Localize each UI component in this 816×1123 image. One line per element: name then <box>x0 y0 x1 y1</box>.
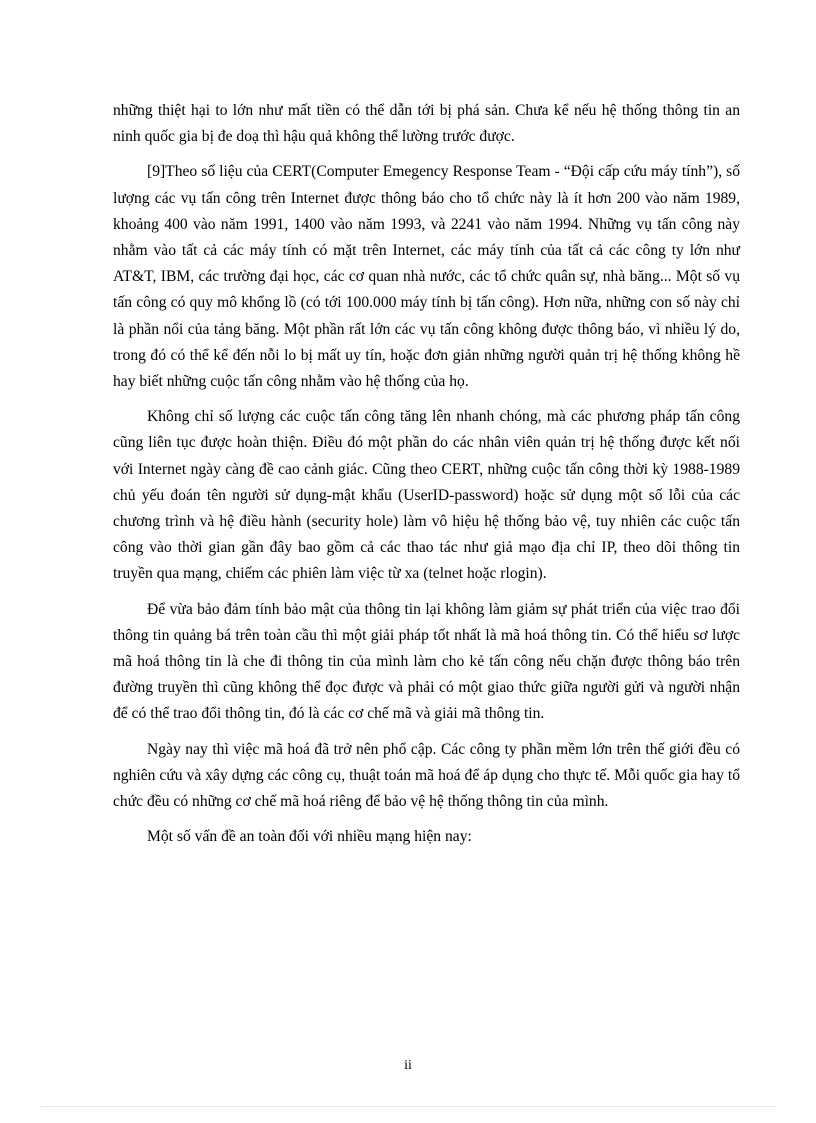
page-bottom-divider <box>40 1106 776 1107</box>
paragraph-security-issues-intro: Một số vấn đề an toàn đối với nhiều mạng hiện nay: <box>147 828 472 846</box>
paragraph-encryption-today: Ngày nay thì việc mã hoá đã trở nên phổ cập. Các công ty phần mềm lớn trên thế giới đều có nghiên cứu và xây dựng các công cụ, thuật toán mã hoá để áp dụng cho thực tế. Mỗi quốc gia hay tổ chức đều có những cơ chế mã hoá riêng để bảo vệ hệ thống thông tin của mình. <box>113 740 740 811</box>
document-body <box>113 98 740 859</box>
paragraph-encryption-solution: Để vừa bảo đảm tính bảo mật của thông tin lại không làm giảm sự phát triển của việc trao đổi thông tin quảng bá trên toàn cầu thì một giải pháp tốt nhất là mã hoá thông tin. Có thể hiểu sơ lược mã hoá thông tin là che đi thông tin của mình làm cho kẻ tấn công nếu chặn được thông báo trên đường truyền thì cũng không thể đọc được và phải có một giao thức giữa người gửi và người nhận để có thể trao đổi thông tin, đó là các cơ chế mã và giải mã thông tin. <box>113 600 740 723</box>
paragraph-attack-methods: Không chỉ số lượng các cuộc tấn công tăng lên nhanh chóng, mà các phương pháp tấn công cũng liên tục được hoàn thiện. Điều đó một phần do các nhân viên quản trị hệ thống được kết nối với Internet ngày càng đề cao cảnh giác. Cũng theo CERT, những cuộc tấn công thời kỳ 1988-1989 chủ yếu đoán tên người sử dụng-mật khẩu (UserID-password) hoặc sử dụng một số lỗi của các chương trình và hệ điều hành (security hole) làm vô hiệu hệ thống bảo vệ, tuy nhiên các cuộc tấn công vào thời gian gần đây bao gồm cả các thao tác như giả mạo địa chỉ IP, theo dõi thông tin truyền qua mạng, chiếm các phiên làm việc từ xa (telnet hoặc rlogin). <box>113 408 740 583</box>
paragraph-cert-statistics: [9]Theo số liệu của CERT(Computer Emegency Response Team - “Đội cấp cứu máy tính”), số lượng các vụ tấn công trên Internet được thông báo cho tổ chức này là ít hơn 200 vào năm 1989, khoảng 400 vào năm 1991, 1400 vào năm 1993, và 2241 vào năm 1994. Những vụ tấn công này nhằm vào tất cả các máy tính có mặt trên Internet, các máy tính của tất cả các công ty lớn như AT&T, IBM, các trường đại học, các cơ quan nhà nước, các tổ chức quân sự, nhà băng... Một số vụ tấn công có quy mô khổng lồ (có tới 100.000 máy tính bị tấn công). Hơn nữa, những con số này chỉ là phần nổi của tảng băng. Một phần rất lớn các vụ tấn công không được thông báo, vì nhiều lý do, trong đó có thể kể đến nỗi lo bị mất uy tín, hoặc đơn giản những người quản trị hệ thống không hề hay biết những cuộc tấn công nhằm vào hệ thống của họ. <box>113 163 740 391</box>
page-number: ii <box>404 1058 412 1073</box>
paragraph-continuation: những thiệt hại to lớn như mất tiền có thể dẫn tới bị phá sản. Chưa kể nếu hệ thống thông tin an ninh quốc gia bị đe doạ thì hậu quả không thể lường trước được. <box>113 102 740 146</box>
